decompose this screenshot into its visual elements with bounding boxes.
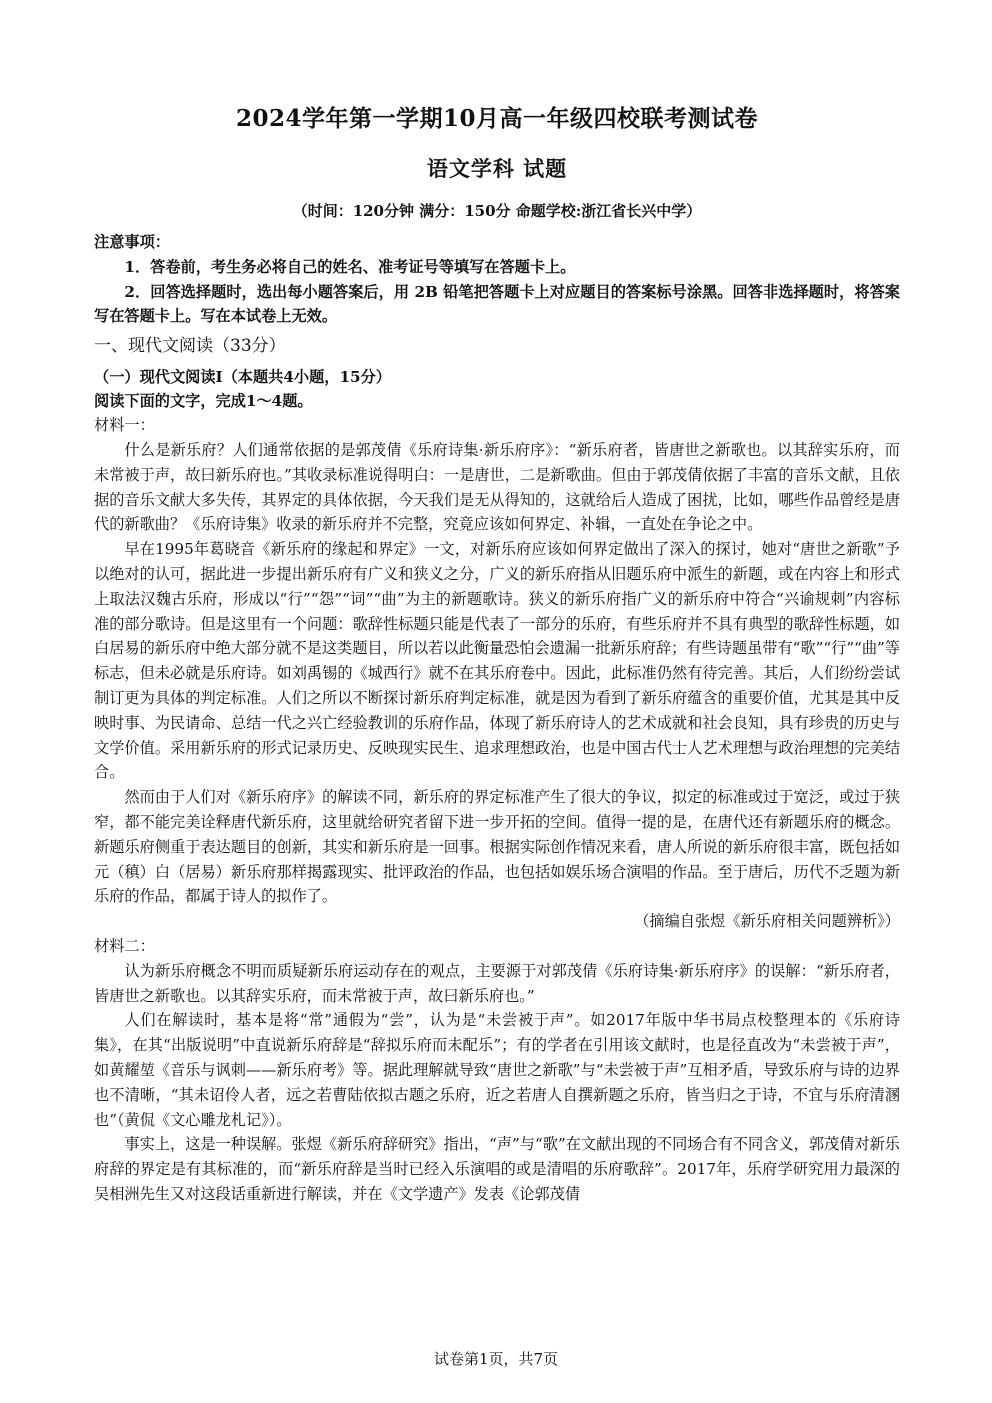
notice-heading: 注意事项：: [94, 233, 170, 251]
section-heading: 一、现代文阅读（33分）: [94, 336, 286, 357]
material-2-paragraph: 事实上，这是一种误解。张煜《新乐府辞研究》指出，“声”与“歌”在文献出现的不同场合有不同含义，郭茂倩对新乐府辞的界定是有其标准的，而“新乐府辞是当时已经入乐演唱的或是清唱的乐府歌辞”。2017年，乐府学研究用力最深的吴相洲先生又对这段话重新进行解读，并在《文学遗产》发表《论郭茂倩: [94, 1135, 900, 1203]
material-1-paragraph: 早在1995年葛晓音《新乐府的缘起和界定》一文，对新乐府应该如何界定做出了深入的探讨，她对“唐世之新歌”予以绝对的认可，据此进一步提出新乐府有广义和狭义之分，广义的新乐府指从旧题乐府中派生的新题，或在内容上和形式上取法汉魏古乐府，形成以“行”“怨”“词”“曲”为主的新题歌诗。狭义的新乐府指广义的新乐府中符合“兴谕规刺”内容标准的部分歌诗。但是这里有一个问题：歌辞性标题只能是代表了一部分的乐府，有些乐府并不具有典型的歌辞性标题，如白居易的新乐府中绝大部分就不是这类题目，所以若以此衡量恐怕会遗漏一批新乐府辞；有些诗题虽带有“歌”“行”“曲”等标志，但未必就是乐府诗。如刘禹锡的《城西行》就不在其乐府卷中。因此，此标准仍然有待完善。其后，人们纷纷尝试制订更为具体的判定标准。人们之所以不断探讨新乐府判定标准，就是因为看到了新乐府蕴含的重要价值，尤其是其中反映时事、为民请命、总结一代之兴亡经验教训的乐府作品，体现了新乐府诗人的艺术成就和社会良知，具有珍贵的历史与文学价值。采用新乐府的形式记录历史、反映现实民生、追求理想政治，也是中国古代士人艺术理想与政治理想的完美结合。: [94, 540, 900, 782]
material-1-label: 材料一：: [94, 416, 155, 435]
exam-title: 2024学年第一学期10月高一年级四校联考测试卷: [235, 105, 759, 132]
material-2-paragraph: 人们在解读时，基本是将“常”通假为“尝”，认为是“未尝被于声”。如2017年版中华书局点校整理本的《乐府诗集》，在其“出版说明”中直说新乐府辞是“辞拟乐府而未配乐”；有的学者在引用该文献时，也是径直改为“未尝被于声”，如黄耀堃《音乐与讽刺——新乐府考》等。据此理解就导致“唐世之新歌”与“未尝被于声”互相矛盾，导致乐府与诗的边界也不清晰，“其未诏伶人者，远之若曹陆依拟古题之乐府，近之若唐人自撰新题之乐府，皆当归之于诗，不宜与乐府清溷也”（黄侃《文心雕龙札记》）。: [94, 1011, 900, 1129]
material-2-label: 材料二：: [94, 936, 155, 955]
material-1-paragraph: 什么是新乐府？人们通常依据的是郭茂倩《乐府诗集·新乐府序》：“新乐府者，皆唐世之新歌也。以其辞实乐府，而未常被于声，故曰新乐府也。”其收录标准说得明白：一是唐世，二是新歌曲。但由于郭茂倩依据了丰富的音乐文献，且依据的音乐文献大多失传，其界定的具体依据，今天我们是无从得知的，这就给后人造成了困扰，比如，哪些作品曾经是唐代的新歌曲？《乐府诗集》收录的新乐府并不完整，究竟应该如何界定、补辑，一直处在争论之中。: [94, 440, 900, 534]
notice-item-1: 1．答卷前，考生务必将自己的姓名、准考证号等填写在答题卡上。: [124, 257, 576, 276]
subsection-heading: （一）现代文阅读Ⅰ（本题共4小题，15分）: [94, 368, 391, 387]
material-1-paragraph: 然而由于人们对《新乐府序》的解读不同，新乐府的界定标准产生了很大的争议，拟定的标准或过于宽泛，或过于狭窄，都不能完美诠释唐代新乐府，这里就给研究者留下进一步开拓的空间。值得一提的是，在唐代还有新题乐府的概念。新题乐府侧重于表达题目的创新，其实和新乐府是一回事。根据实际创作情况来看，唐人所说的新乐府很丰富，既包括如元（稹）白（居易）新乐府那样揭露现实、批评政治的作品，也包括如娱乐场合演唱的作品。至于唐后，历代不乏题为新乐府的作品，都属于诗人的拟作了。: [94, 788, 900, 906]
material-2-paragraph: 认为新乐府概念不明而质疑新乐府运动存在的观点，主要源于对郭茂倩《乐府诗集·新乐府序》的误解：“新乐府者，皆唐世之新歌也。以其辞实乐府，而未常被于声，故曰新乐府也。”: [94, 961, 900, 1005]
notice-item-2: 2．回答选择题时，选出每小题答案后，用 2B 铅笔把答题卡上对应题目的答案标号涂黑。回答非选择题时，将答案写在答题卡上。写在本试卷上无效。: [94, 282, 900, 326]
reading-instruction: 阅读下面的文字，完成1～4题。: [94, 392, 313, 411]
page-content: [94, 102, 900, 1207]
material-1-source: （摘编自张煜《新乐府相关问题辨析》）: [634, 912, 900, 931]
exam-meta: （时间：120分钟 满分：150分 命题学校:浙江省长兴中学）: [292, 202, 702, 220]
exam-subtitle: 语文学科 试题: [426, 156, 568, 181]
page-number: 试卷第1页，共7页: [433, 1350, 559, 1368]
